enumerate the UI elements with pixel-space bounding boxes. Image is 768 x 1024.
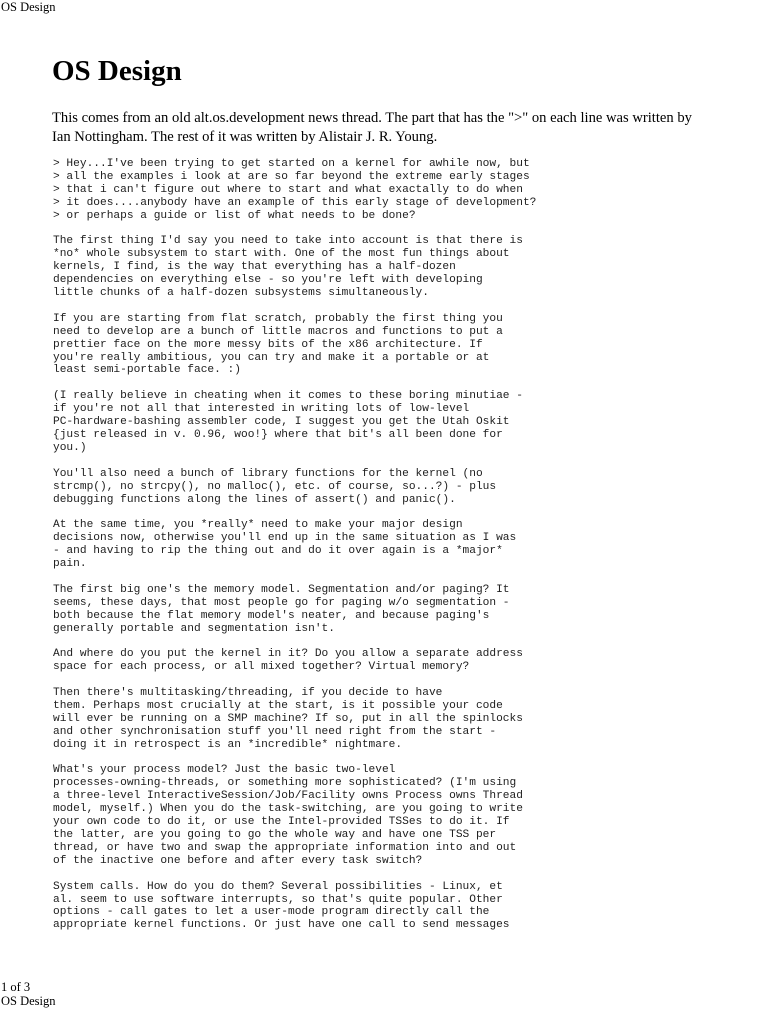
pre-line: strcmp(), no strcpy(), no malloc(), etc. of course, so...?) - plus xyxy=(53,480,497,493)
pre-line: thread, or have two and swap the appropriate information into and out xyxy=(53,841,517,854)
pre-line: if you're not all that interested in writing lots of low-level xyxy=(53,403,470,416)
pre-paragraph xyxy=(53,235,536,300)
pre-paragraph xyxy=(53,468,536,507)
pre-line: processes-owning-threads, or something more sophisticated? (I'm using xyxy=(53,777,517,790)
pre-paragraph xyxy=(53,313,536,378)
pre-line: *no* whole subsystem to start with. One of the most fun things about xyxy=(53,248,510,261)
pre-line: Then there's multitasking/threading, if you decide to have xyxy=(53,687,443,700)
pre-paragraph xyxy=(53,764,536,867)
pre-line: At the same time, you *really* need to make your major design xyxy=(53,519,463,532)
pre-paragraph xyxy=(53,687,536,752)
pre-line: pain. xyxy=(53,558,87,571)
pre-line: need to develop are a bunch of little macros and functions to put a xyxy=(53,325,503,338)
pre-line: you're really ambitious, you can try and make it a portable or at xyxy=(53,351,490,364)
pre-line: and other synchronisation stuff you'll need right from the start - xyxy=(53,725,497,738)
pre-line: (I really believe in cheating when it comes to these boring minutiae - xyxy=(53,390,523,403)
pre-line: > or perhaps a guide or list of what needs to be done? xyxy=(53,209,416,222)
pre-line: PC-hardware-bashing assembler code, I suggest you get the Utah Oskit xyxy=(53,416,510,429)
pre-line: al. seem to use software interrupts, so that's quite popular. Other xyxy=(53,893,503,906)
pre-line: {just released in v. 0.96, woo!} where that bit's all been done for xyxy=(53,428,503,441)
page-title: OS Design xyxy=(52,55,182,87)
pre-line: the latter, are you going to go the whole way and have one TSS per xyxy=(53,828,497,841)
pre-line: both because the flat memory model's neater, and because paging's xyxy=(53,609,490,622)
pre-line: kernels, I find, is the way that everything has a half-dozen xyxy=(53,261,456,274)
pre-line: will ever be running on a SMP machine? If so, put in all the spinlocks xyxy=(53,712,523,725)
pre-line: little chunks of a half-dozen subsystems simultaneously. xyxy=(53,287,429,300)
pre-line: You'll also need a bunch of library functions for the kernel (no xyxy=(53,467,483,480)
pre-line: > all the examples i look at are so far beyond the extreme early stages xyxy=(53,170,530,183)
pre-line: you.) xyxy=(53,441,87,454)
pre-line: seems, these days, that most people go for paging w/o segmentation - xyxy=(53,596,510,609)
pre-line: System calls. How do you do them? Several possibilities - Linux, et xyxy=(53,880,503,893)
pre-line: decisions now, otherwise you'll end up in the same situation as I was xyxy=(53,532,517,545)
pre-paragraph xyxy=(53,881,536,933)
page-indicator: 1 of 3 xyxy=(1,980,31,994)
intro-paragraph xyxy=(52,109,732,147)
pre-line: debugging functions along the lines of assert() and panic(). xyxy=(53,493,456,506)
pre-line: prettier face on the more messy bits of the x86 architecture. If xyxy=(53,338,483,351)
pre-line: dependencies on everything else - so you're left with developing xyxy=(53,274,483,287)
pre-paragraph xyxy=(53,390,536,455)
intro-line: Ian Nottingham. The rest of it was written by Alistair J. R. Young. xyxy=(52,129,438,145)
pre-line: them. Perhaps most crucially at the start, is it possible your code xyxy=(53,699,503,712)
pre-line: What's your process model? Just the basic two-level xyxy=(53,764,396,777)
pre-line: The first big one's the memory model. Segmentation and/or paging? It xyxy=(53,583,510,596)
pre-line: The first thing I'd say you need to take into account is that there is xyxy=(53,235,523,248)
running-footer-title: OS Design xyxy=(1,994,56,1008)
pre-line: your own code to do it, or use the Intel-provided TSSes to do it. If xyxy=(53,816,510,829)
pre-line: space for each process, or all mixed together? Virtual memory? xyxy=(53,661,470,674)
pre-line: appropriate kernel functions. Or just have one call to send messages xyxy=(53,919,510,932)
pre-line: doing it in retrospect is an *incredible* nightmare. xyxy=(53,738,403,751)
pre-line: If you are starting from flat scratch, probably the first thing you xyxy=(53,312,503,325)
pre-line: of the inactive one before and after every task switch? xyxy=(53,854,423,867)
pre-line: generally portable and segmentation isn't. xyxy=(53,622,335,635)
running-header-title: OS Design xyxy=(1,0,56,14)
pre-line: > it does....anybody have an example of this early stage of development? xyxy=(53,196,537,209)
pre-line: options - call gates to let a user-mode program directly call the xyxy=(53,906,490,919)
intro-line: This comes from an old alt.os.development news thread. The part that has the ">" on each line was written by xyxy=(52,110,692,126)
pre-line: a three-level InteractiveSession/Job/Facility owns Process owns Thread xyxy=(53,790,523,803)
pre-line: > that i can't figure out where to start and what exactally to do when xyxy=(53,183,523,196)
pre-line: - and having to rip the thing out and do it over again is a *major* xyxy=(53,545,503,558)
pre-line: least semi-portable face. :) xyxy=(53,364,241,377)
pre-line: > Hey...I've been trying to get started on a kernel for awhile now, but xyxy=(53,158,530,170)
pre-paragraph xyxy=(53,584,536,636)
pre-line: And where do you put the kernel in it? Do you allow a separate address xyxy=(53,648,523,661)
preformatted-thread-text xyxy=(53,158,536,932)
pre-line: model, myself.) When you do the task-switching, are you going to write xyxy=(53,803,523,816)
pre-paragraph xyxy=(53,158,536,223)
pre-paragraph xyxy=(53,519,536,571)
pre-paragraph xyxy=(53,648,536,674)
